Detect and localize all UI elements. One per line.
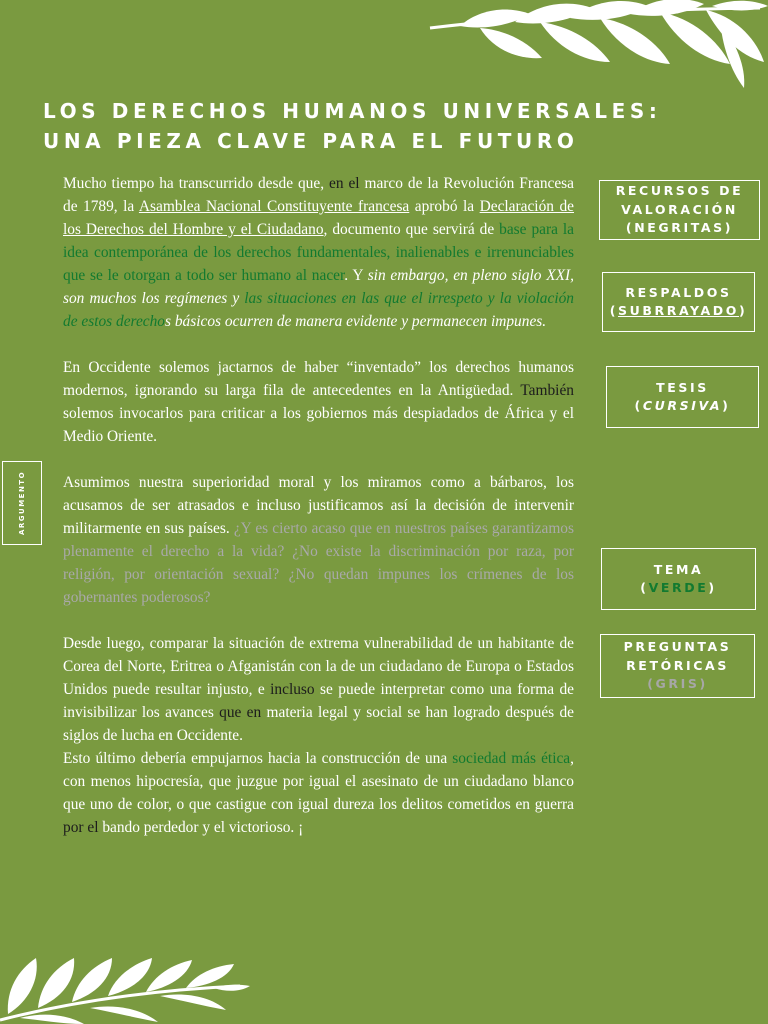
p1-text: . Y (344, 267, 368, 284)
legend-preguntas-close: ) (699, 676, 708, 692)
legend-tema-word: VERDE (648, 580, 709, 595)
p1-thesis-theme: las situaciones en las que el irrespeto y la violación de estos derecho (63, 290, 575, 330)
legend-respaldos-line2 (603, 302, 754, 321)
p1-support-underlined: Asamblea Nacional Constituyente francesa (138, 198, 410, 215)
p4-text: se puede interpretar como una forma de invisibilizar los avances (63, 681, 575, 721)
p1-text: marco de la Revolución Francesa de 1789, la (63, 175, 574, 215)
paragraph-5 (63, 747, 574, 839)
legend-box-recursos (599, 180, 760, 240)
leaf-branch-bottom-illustration (0, 950, 250, 1024)
p1-support-underlined: Declaración de los Derechos del Hombre y el Ciudadano (63, 198, 574, 238)
p4-connector: incluso (270, 681, 315, 698)
p2-text: solemos invocarlos para criticar a los gobiernos más despiadados de África y el Medio Oriente. (63, 405, 574, 445)
legend-respaldos-close: ) (738, 303, 748, 318)
paragraph-2 (63, 356, 574, 448)
paragraph-4 (63, 632, 574, 747)
p3-rhetorical-questions: ¿Y es cierto acaso que en nuestros países garantizamos plenamente el derecho a la vida? ¿No existe la discriminación por raza, por religión, por orientación sexual? ¿No quedan impunes los crímenes de los gobernantes poderosos? (63, 520, 574, 606)
title-line-2: UNA PIEZA CLAVE PARA EL FUTURO (43, 129, 579, 153)
p5-connector: por el (63, 819, 99, 836)
legend-tema-close: ) (708, 580, 717, 595)
p2-text: En Occidente solemos jactarnos de haber “inventado” los derechos humanos modernos, ignorando su larga fila de antecedentes en la Antigüedad. (63, 359, 574, 399)
legend-tesis-line2 (607, 397, 758, 416)
legend-tesis-close: ) (722, 398, 731, 413)
legend-tema-line2 (602, 579, 755, 598)
p4-text: materia legal y social se han logrado después de siglos de lucha en Occidente. (63, 704, 574, 744)
title-line-1: LOS DERECHOS HUMANOS UNIVERSALES: (43, 99, 662, 123)
legend-preguntas-line3 (601, 675, 754, 694)
legend-preguntas-line2: RETÓRICAS (626, 657, 729, 673)
argumento-label: ARGUMENTO (18, 470, 27, 536)
legend-preguntas-word: GRIS (655, 676, 700, 692)
legend-respaldos-line1: RESPALDOS (625, 284, 732, 300)
p1-text: aprobó la (409, 198, 480, 215)
p4-text: Desde luego, comparar la situación de extrema vulnerabilidad de un habitante de Corea del Norte, Eritrea o Afganistán con la de un ciudadano de Europa o Estados Unidos puede resultar injusto, e (63, 635, 574, 698)
argumento-side-tag (2, 461, 42, 545)
legend-box-tesis (606, 366, 759, 428)
p3-text: Asumimos nuestra superioridad moral y los miramos como a bárbaros, los acusamos de ser atrasados e incluso justificamos así la decisión de intervenir militarmente en sus países. (63, 474, 574, 537)
legend-tesis-word: CURSIVA (642, 398, 723, 413)
p1-thesis-italic: s básicos ocurren de manera evidente y permanecen impunes. (165, 313, 547, 330)
legend-preguntas-line1: PREGUNTAS (623, 639, 732, 655)
p2-connector: También (520, 382, 574, 399)
legend-recursos-line1: RECURSOS DE (615, 183, 744, 199)
legend-tesis-open: ( (634, 398, 643, 413)
essay-body (63, 172, 574, 839)
legend-tema-line1: TEMA (653, 561, 704, 577)
p1-text: , documento que servirá de (323, 221, 500, 238)
page-title (43, 96, 683, 156)
p1-theme-green: base para la idea contemporánea de los derechos fundamentales, inalienables e irrenunciables que se le otorgan a todo ser humano al nacer (63, 221, 574, 284)
legend-box-preguntas (600, 634, 755, 698)
p5-text: , con menos hipocresía, que juzgue por igual el asesinato de un ciudadano blanco que uno de color, o que castigue con igual dureza los delitos cometidos en guerra (63, 750, 574, 813)
legend-recursos-line2: VALORACIÓN (621, 201, 738, 217)
legend-box-respaldos (602, 272, 755, 332)
legend-respaldos-open: ( (609, 303, 619, 318)
p1-text: Mucho tiempo ha transcurrido desde que, (63, 175, 329, 192)
legend-tema-open: ( (640, 580, 649, 595)
p5-text: Esto último debería empujarnos hacia la construcción de una (63, 750, 453, 767)
legend-respaldos-word: SUBRRAYADO (618, 303, 739, 318)
legend-preguntas-open: ( (647, 676, 656, 692)
p4-connector: que en (219, 704, 262, 721)
paragraph-1 (63, 172, 574, 333)
legend-tesis-line1: TESIS (656, 379, 709, 395)
leaf-branch-top-illustration (420, 0, 768, 90)
legend-box-tema (601, 548, 756, 610)
p1-thesis-italic: sin embargo, en pleno siglo XXI, son muchos los regímenes y (63, 267, 575, 307)
legend-recursos-line3: (NEGRITAS) (625, 220, 734, 236)
paragraph-3 (63, 471, 574, 609)
p1-connector: en el (328, 175, 360, 192)
p5-text: bando perdedor y el victorioso. ¡ (98, 819, 304, 836)
p5-theme-green: sociedad más ética (452, 750, 571, 767)
